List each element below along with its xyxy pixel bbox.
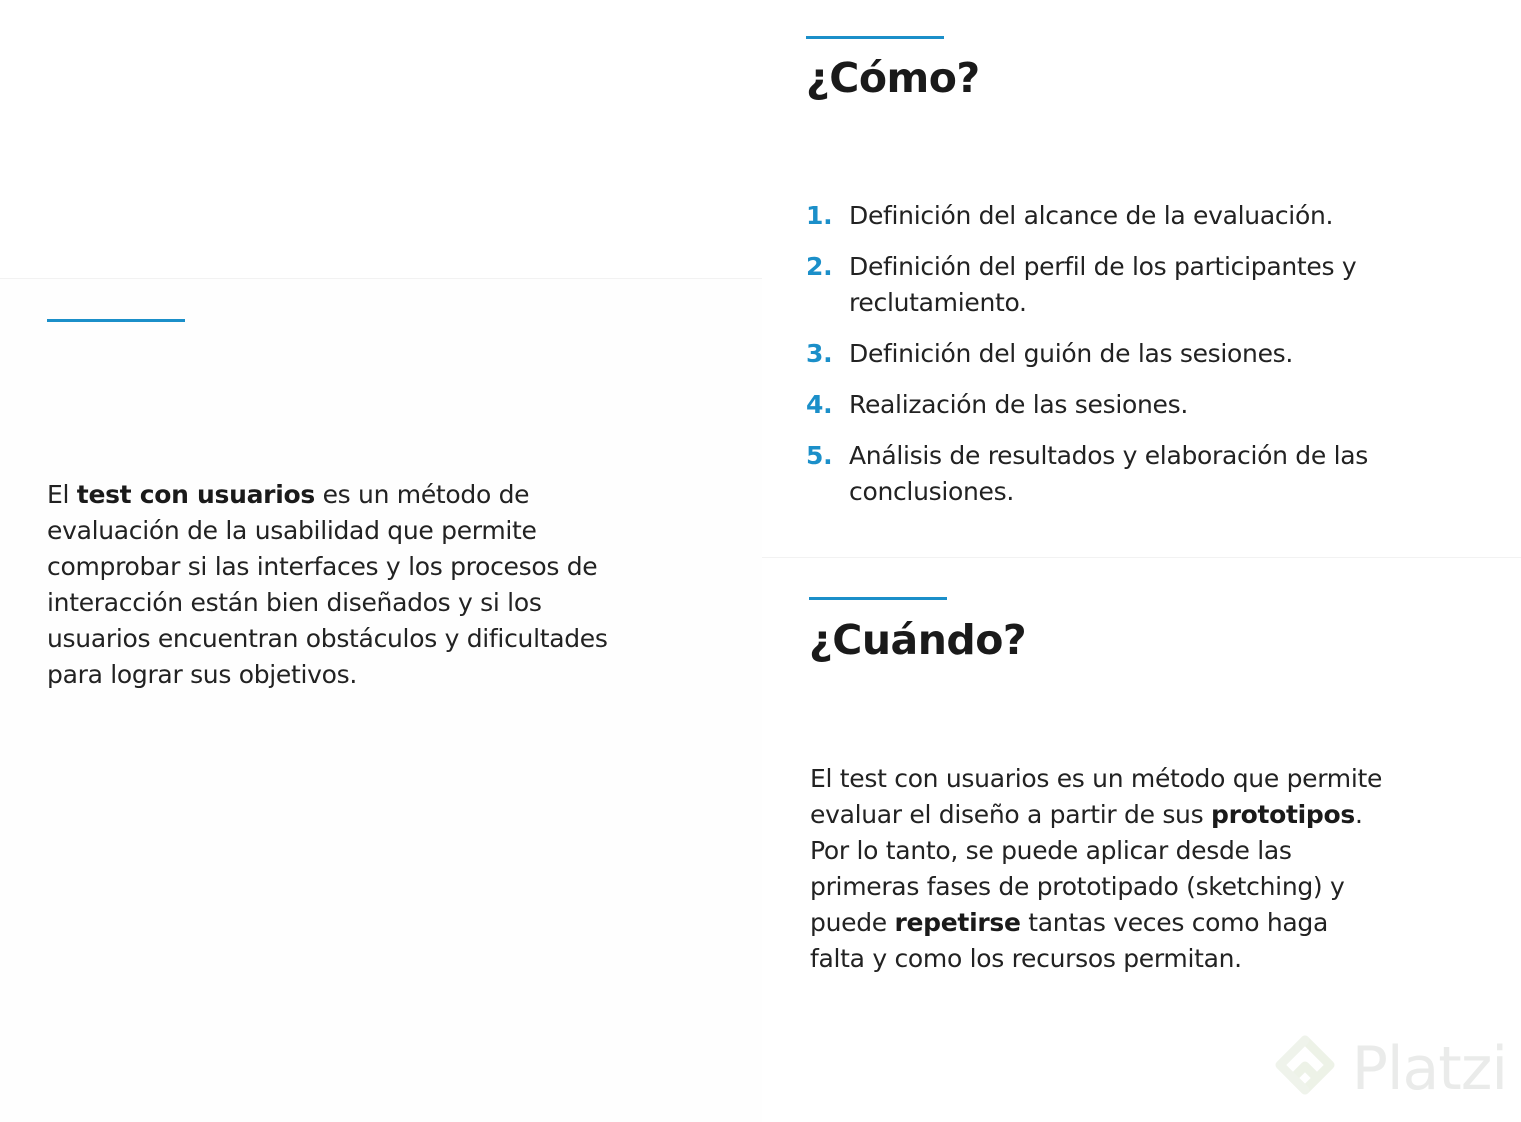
accent-line	[806, 36, 944, 39]
slide-cuando	[762, 557, 1521, 1122]
step-item	[806, 387, 1426, 423]
cuando-title: ¿Cuándo?	[809, 616, 1027, 664]
accent-line	[809, 597, 947, 600]
step-item	[806, 438, 1426, 510]
definition-segment: es un método de evaluación de la usabilidad que permite comprobar si las interfaces y los procesos de interacción están bien diseñados y si los usuarios encuentran obstáculos y dificultades para lograr sus objetivos.	[47, 480, 608, 689]
step-number: 5.	[806, 441, 833, 470]
como-title: ¿Cómo?	[806, 54, 980, 102]
step-item	[806, 336, 1426, 372]
steps-list	[806, 198, 1426, 525]
cuando-segment: . Por lo tanto, se puede aplicar desde las primeras fases de prototipado (sketching) y puede	[810, 800, 1363, 937]
cuando-paragraph	[810, 761, 1390, 977]
step-item	[806, 198, 1426, 234]
cuando-segment: tantas veces como haga falta y como los recursos permitan.	[810, 908, 1328, 973]
step-number: 1.	[806, 201, 833, 230]
platzi-logo-icon	[1270, 1034, 1340, 1104]
step-text: Definición del alcance de la evaluación.	[849, 201, 1334, 230]
cuando-segment: El test con usuarios es un método que permite evaluar el diseño a partir de sus	[810, 764, 1383, 829]
step-text: Definición del guión de las sesiones.	[849, 339, 1294, 368]
slide-definition	[0, 278, 762, 1122]
step-text: Realización de las sesiones.	[849, 390, 1188, 419]
step-text: Definición del perfil de los participantes y reclutamiento.	[849, 252, 1357, 317]
definition-segment: El	[47, 480, 77, 509]
definition-term: test con usuarios	[76, 480, 315, 509]
step-number: 3.	[806, 339, 833, 368]
step-number: 4.	[806, 390, 833, 419]
cuando-term: repetirse	[894, 908, 1021, 937]
definition-paragraph	[47, 477, 627, 693]
platzi-watermark	[1270, 1034, 1507, 1104]
cuando-term: prototipos	[1210, 800, 1355, 829]
step-item	[806, 249, 1426, 321]
step-text: Análisis de resultados y elaboración de las conclusiones.	[849, 441, 1368, 506]
slide-como	[762, 0, 1521, 556]
step-number: 2.	[806, 252, 833, 281]
accent-line	[47, 319, 185, 322]
platzi-brand-text: Platzi	[1351, 1034, 1507, 1104]
